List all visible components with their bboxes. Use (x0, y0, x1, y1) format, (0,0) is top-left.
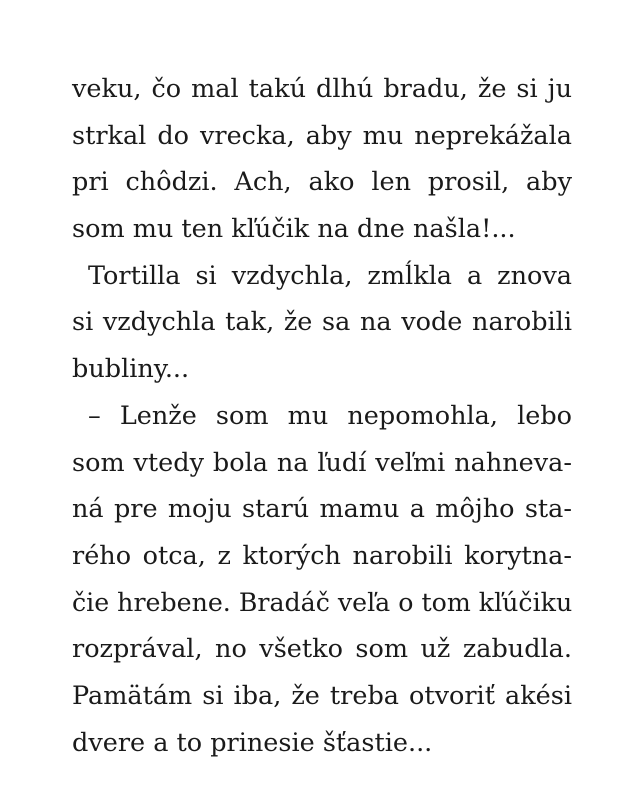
text-line-15: dvere a to prinesie šťastie... (72, 727, 433, 758)
text-line-1: veku, čo mal takú dlhú bradu, že si ju (72, 74, 572, 104)
text-line-3: pri chôdzi. Ach, ako len prosil, aby (72, 167, 572, 198)
text-line-4: som mu ten kľúčik na dne našla!... (72, 214, 516, 245)
text-line-11: rého otca, z ktorých narobili korytna- (72, 540, 572, 571)
text-line-5: Tortilla si vzdychla, zmĺkla a znova (88, 260, 572, 291)
text-line-7: bubliny... (72, 354, 190, 385)
text-line-6: si vzdychla tak, že sa na vode narobili (72, 307, 572, 338)
text-line-13: rozprával, no všetko som už zabudla. (72, 634, 572, 665)
book-page-text (72, 66, 572, 766)
text-line-8: – Lenže som mu nepomohla, lebo (88, 400, 572, 431)
text-line-12: čie hrebene. Bradáč veľa o tom kľúčiku (72, 587, 573, 617)
text-line-10: ná pre moju starú mamu a môjho sta- (72, 494, 572, 525)
text-line-9: som vtedy bola na ľudí veľmi nahneva- (72, 447, 572, 478)
text-line-2: strkal do vrecka, aby mu neprekážala (72, 120, 572, 151)
text-line-14: Pamätám si iba, že treba otvoriť akési (72, 680, 572, 711)
